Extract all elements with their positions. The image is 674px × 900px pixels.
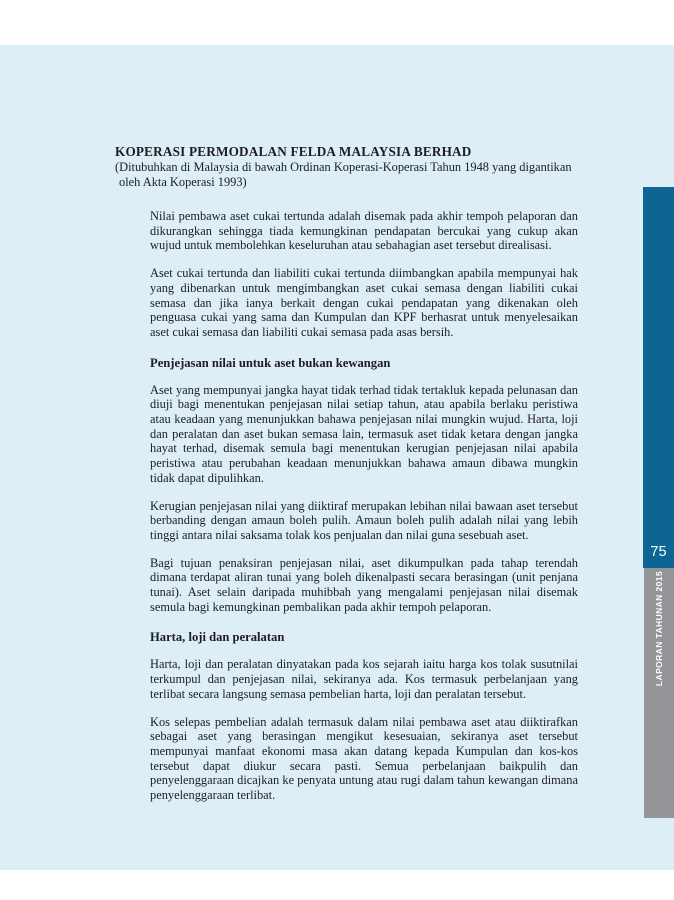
notes-body: [150, 209, 578, 816]
heading-property-plant-equipment: Harta, loji dan peralatan: [150, 630, 285, 645]
company-header: [115, 144, 595, 190]
page-number-tab: [643, 187, 674, 568]
heading-impairment-nonfinancial-assets: Penjejasan nilai untuk aset bukan kewangan: [150, 355, 391, 370]
spine-label: LAPORAN TAHUNAN 2015: [654, 571, 664, 687]
paragraph-impairment-loss: Kerugian penjejasan nilai yang diiktiraf merupakan lebihan nilai bawaan aset tersebut berbanding dengan amaun boleh pulih. Amaun boleh pulih adalah nilai yang lebih tinggi antara nilai saksama tolak kos penjualan dan nilai guna sesebuah aset.: [150, 498, 578, 542]
incorporation-note-line2: oleh Akta Koperasi 1993): [119, 175, 247, 189]
paragraph-deferred-tax-offset: Aset cukai tertunda dan liabiliti cukai tertunda diimbangkan apabila mempunyai hak yang dibenarkan untuk mengimbangkan aset cukai semasa dengan liabiliti cukai semasa dan jika ianya berkait dengan cukai pendapatan yang dikenakan oleh penguasa cukai yang sama dan Kumpulan dan KPF berhasrat untuk menyelesaikan aset cukai semasa dan liabiliti cukai semasa pada asas bersih.: [150, 266, 578, 339]
paragraph-ppe-historical-cost: Harta, loji dan peralatan dinyatakan pada kos sejarah iaitu harga kos tolak susutnilai terkumpul dan penjejasan nilai, sekiranya ada. Kos termasuk perbelanjaan yang terlibat secara langsung semasa pembelian harta, loji dan peralatan tersebut.: [150, 657, 578, 701]
paragraph-deferred-tax-carrying: Nilai pembawa aset cukai tertunda adalah disemak pada akhir tempoh pelaporan dan dikurangkan sehingga tiada kemungkinan pendapatan bercukai yang cukup akan wujud untuk membolehkan keseluruhan atau sebahagian aset tersebut direalisasi.: [150, 209, 578, 253]
incorporation-note-line1: (Ditubuhkan di Malaysia di bawah Ordinan Koperasi-Koperasi Tahun 1948 yang digantikan: [115, 160, 572, 174]
paragraph-ppe-subsequent-cost: Kos selepas pembelian adalah termasuk dalam nilai pembawa aset atau diiktirafkan sebagai aset yang berasingan mengikut kesesuaian, sekiranya aset tersebut mempunyai manfaat ekonomi masa akan datang kepada Kumpulan dan kos-kos tersebut dapat diukur secara pasti. Semua perbelanjaan baikpulih dan penyelenggaraan dicajkan ke penyata untung atau rugi dalam tahun kewangan dimana penyelenggaraan terlibat.: [150, 714, 578, 803]
report-spine: [644, 568, 674, 818]
report-page: [0, 45, 674, 870]
paragraph-impairment-grouping: Bagi tujuan penaksiran penjejasan nilai, aset dikumpulkan pada tahap terendah dimana terdapat aliran tunai yang boleh dikenalpasti secara berasingan (unit penjana tunai). Aset selain daripada muhibbah yang mengalami penjejasan nilai disemak semula bagi kemungkinan pembalikan pada akhir tempoh pelaporan.: [150, 555, 578, 614]
paragraph-impairment-testing: Aset yang mempunyai jangka hayat tidak terhad tidak tertakluk kepada pelunasan dan diuji bagi menentukan penjejasan nilai setiap tahun, atau apabila berlaku peristiwa atau keadaan yang menunjukkan bahawa penjejasan nilai mungkin wujud. Harta, loji dan peralatan dan aset bukan semasa lain, termasuk aset tidak ketara dengan jangka hayat terhad, disemak semula bagi menentukan kerugian penjejasan nilai apabila peristiwa atau perubahan keadaan menunjukkan bahawa amaun dibawa mungkin tidak dapat dipulihkan.: [150, 382, 578, 485]
page-number: 75: [650, 544, 667, 560]
company-name: KOPERASI PERMODALAN FELDA MALAYSIA BERHAD: [115, 144, 472, 159]
